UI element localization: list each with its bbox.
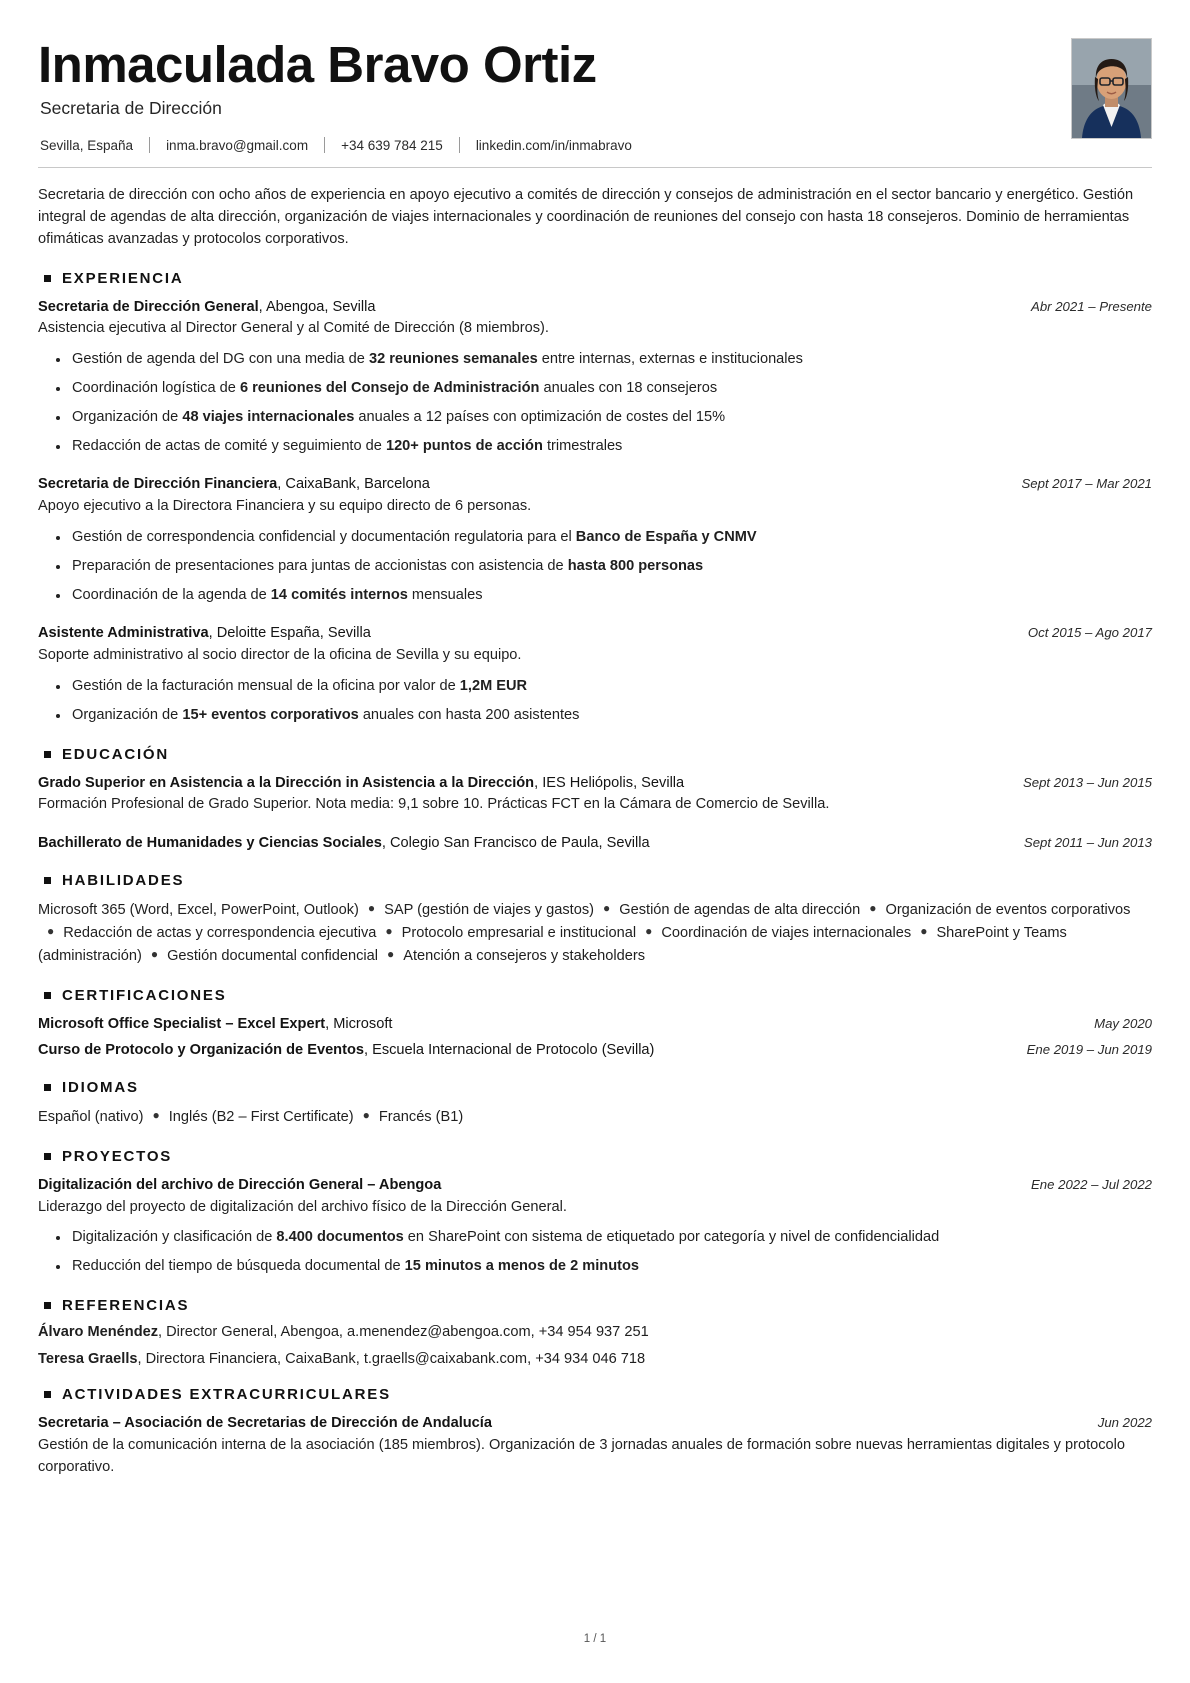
certification-org: , Microsoft bbox=[325, 1015, 393, 1032]
certification-entry bbox=[38, 1014, 1152, 1034]
entry-header bbox=[38, 623, 1152, 643]
section-heading-education bbox=[44, 746, 1152, 763]
bullet-item: Gestión de agenda del DG con una media de 32 reuniones semanales entre internas, externas e institucionales bbox=[72, 349, 1152, 371]
entry-header bbox=[38, 773, 1152, 793]
entry-header bbox=[38, 1175, 1152, 1195]
entry-title bbox=[38, 773, 684, 793]
square-bullet-icon bbox=[44, 877, 51, 884]
section-heading-label: PROYECTOS bbox=[62, 1148, 173, 1166]
inline-list-item: Protocolo empresarial e institucional bbox=[401, 925, 637, 942]
inline-list-item: Atención a consejeros y stakeholders bbox=[403, 947, 645, 964]
entry-title bbox=[38, 1175, 441, 1195]
education-org: , IES Heliópolis, Sevilla bbox=[534, 774, 685, 791]
entry-org: , Deloitte España, Sevilla bbox=[208, 625, 371, 642]
reference-name: Álvaro Menéndez bbox=[38, 1324, 159, 1341]
entry-header bbox=[38, 474, 1152, 494]
entry-title bbox=[38, 1413, 492, 1433]
project-name: Digitalización del archivo de Dirección General – Abengoa bbox=[38, 1177, 442, 1194]
section-references bbox=[38, 1297, 1152, 1367]
reference-entry bbox=[38, 1351, 1152, 1367]
section-heading-label: HABILIDADES bbox=[62, 872, 185, 890]
bullet-item: Digitalización y clasificación de 8.400 documentos en SharePoint con sistema de etiquetado por categoría y nivel de confidencialidad bbox=[72, 1227, 1152, 1249]
entry-subtitle: Asistencia ejecutiva al Director General y al Comité de Dirección (8 miembros). bbox=[38, 319, 549, 336]
inline-separator-icon: ● bbox=[385, 924, 393, 939]
entry-date: Sept 2011 – Jun 2013 bbox=[1023, 834, 1152, 850]
entry-header bbox=[38, 1413, 1152, 1433]
entry-role: Secretaria de Dirección Financiera bbox=[38, 476, 278, 493]
contact-location: Sevilla, España bbox=[40, 137, 134, 153]
inline-separator-icon: ● bbox=[645, 924, 653, 939]
contact-email[interactable]: inma.bravo@gmail.com bbox=[166, 137, 309, 153]
reference-name: Teresa Graells bbox=[38, 1351, 138, 1368]
entry-title bbox=[38, 1014, 392, 1034]
bullet-item: Preparación de presentaciones para juntas de accionistas con asistencia de hasta 800 personas bbox=[72, 556, 1152, 578]
contact-divider bbox=[149, 137, 150, 153]
bullet-item: Gestión de la facturación mensual de la oficina por valor de 1,2M EUR bbox=[72, 676, 1152, 698]
entry-role: Secretaria de Dirección General bbox=[38, 298, 259, 315]
education-entry bbox=[38, 833, 1152, 853]
bullet-item: Reducción del tiempo de búsqueda documental de 15 minutos a menos de 2 minutos bbox=[72, 1256, 1152, 1278]
inline-separator-icon: ● bbox=[920, 924, 928, 939]
entry-header bbox=[38, 1040, 1152, 1060]
certification-org: , Escuela Internacional de Protocolo (Sevilla) bbox=[364, 1041, 655, 1058]
entry-date: Ene 2019 – Jun 2019 bbox=[1026, 1041, 1152, 1057]
square-bullet-icon bbox=[44, 751, 51, 758]
inline-separator-icon: ● bbox=[152, 1108, 160, 1123]
inline-separator-icon: ● bbox=[603, 901, 611, 916]
entry-org: , Abengoa, Sevilla bbox=[258, 298, 376, 315]
inline-list-item: Microsoft 365 (Word, Excel, PowerPoint, Outlook) bbox=[38, 902, 359, 919]
entry-subtitle: Formación Profesional de Grado Superior. Nota media: 9,1 sobre 10. Prácticas FCT en la Cámara de Comercio de Sevilla. bbox=[38, 795, 830, 812]
entry-subtitle: Gestión de la comunicación interna de la asociación (185 miembros). Organización de 3 jornadas anuales de formación sobre nuevas herramientas digitales y protocolo corporativo. bbox=[38, 1436, 1126, 1475]
section-heading-label: EDUCACIÓN bbox=[62, 745, 170, 763]
entry-bullets bbox=[38, 676, 1152, 727]
professional-summary: Secretaria de dirección con ocho años de experiencia en apoyo ejecutivo a comités de dirección y consejos de administración en el sector bancario y energético. Gestión integral de agendas de alta dirección, organización de viajes internacionales y coordinación de reuniones del consejo con hasta 18 consejeros. Dominio de herramientas ofimáticas avanzadas y protocolos corporativos. bbox=[38, 187, 1134, 248]
square-bullet-icon bbox=[44, 1391, 51, 1398]
inline-list-item: Gestión documental confidencial bbox=[167, 947, 378, 964]
section-heading-extracurricular bbox=[44, 1386, 1152, 1403]
square-bullet-icon bbox=[44, 1084, 51, 1091]
entry-date: Ene 2022 – Jul 2022 bbox=[1031, 1177, 1152, 1193]
section-heading-certifications bbox=[44, 987, 1152, 1004]
inline-list-item: Inglés (B2 – First Certificate) bbox=[168, 1109, 354, 1126]
inline-list-item: Español (nativo) bbox=[38, 1109, 144, 1126]
section-certifications bbox=[38, 987, 1152, 1061]
inline-separator-icon: ● bbox=[150, 946, 159, 961]
experience-entry bbox=[38, 474, 1152, 606]
entry-role: Asistente Administrativa bbox=[38, 625, 209, 642]
entry-date: May 2020 bbox=[1094, 1015, 1152, 1031]
entry-org: , CaixaBank, Barcelona bbox=[277, 476, 430, 493]
candidate-headline: Secretaria de Dirección bbox=[40, 98, 222, 119]
entry-title bbox=[38, 833, 650, 853]
section-heading-label: IDIOMAS bbox=[62, 1079, 139, 1097]
bullet-item: Coordinación logística de 6 reuniones del Consejo de Administración anuales con 18 consejeros bbox=[72, 378, 1152, 400]
entry-bullets bbox=[38, 527, 1152, 607]
inline-list-item: SAP (gestión de viajes y gastos) bbox=[384, 902, 594, 919]
contact-phone[interactable]: +34 639 784 215 bbox=[341, 137, 443, 153]
header-text-block bbox=[38, 34, 1071, 153]
inline-list-item: Coordinación de viajes internacionales bbox=[661, 925, 912, 942]
resume-header bbox=[38, 34, 1152, 153]
square-bullet-icon bbox=[44, 1153, 51, 1160]
section-projects bbox=[38, 1148, 1152, 1278]
header-divider bbox=[38, 167, 1152, 168]
section-heading-experience bbox=[44, 270, 1152, 287]
profile-photo bbox=[1071, 38, 1152, 139]
entry-subtitle: Liderazgo del proyecto de digitalización del archivo físico de la Dirección General. bbox=[38, 1198, 567, 1215]
bullet-item: Organización de 15+ eventos corporativos anuales con hasta 200 asistentes bbox=[72, 705, 1152, 727]
section-heading-label: ACTIVIDADES EXTRACURRICULARES bbox=[62, 1386, 391, 1404]
inline-separator-icon: ● bbox=[362, 1108, 370, 1123]
section-languages bbox=[38, 1079, 1152, 1129]
entry-date: Abr 2021 – Presente bbox=[1031, 298, 1152, 314]
entry-title bbox=[38, 623, 371, 643]
entry-date: Oct 2015 – Ago 2017 bbox=[1027, 625, 1152, 641]
entry-title bbox=[38, 474, 430, 494]
education-entry bbox=[38, 773, 1152, 816]
bullet-item: Redacción de actas de comité y seguimiento de 120+ puntos de acción trimestrales bbox=[72, 436, 1152, 458]
square-bullet-icon bbox=[44, 275, 51, 282]
section-heading-skills bbox=[44, 872, 1152, 889]
education-degree: Grado Superior en Asistencia a la Dirección in Asistencia a la Dirección bbox=[38, 774, 535, 791]
contact-line bbox=[40, 137, 1071, 153]
entry-header bbox=[38, 833, 1152, 853]
entry-subtitle: Soporte administrativo al socio director de la oficina de Sevilla y su equipo. bbox=[38, 646, 522, 663]
reference-entry bbox=[38, 1324, 1152, 1340]
inline-list-item: Redacción de actas y correspondencia ejecutiva bbox=[63, 925, 377, 942]
bullet-item: Coordinación de la agenda de 14 comités internos mensuales bbox=[72, 585, 1152, 607]
education-degree: Bachillerato de Humanidades y Ciencias Sociales bbox=[38, 834, 382, 851]
entry-header bbox=[38, 297, 1152, 317]
certification-name: Curso de Protocolo y Organización de Eventos bbox=[38, 1041, 364, 1058]
section-education bbox=[38, 746, 1152, 854]
section-heading-references bbox=[44, 1297, 1152, 1314]
square-bullet-icon bbox=[44, 992, 51, 999]
inline-separator-icon: ● bbox=[47, 924, 55, 939]
languages-list bbox=[38, 1106, 1152, 1129]
inline-separator-icon: ● bbox=[367, 901, 376, 916]
activity-name: Secretaria – Asociación de Secretarias de Dirección de Andalucía bbox=[38, 1415, 492, 1432]
section-skills bbox=[38, 872, 1152, 967]
entry-date: Sept 2013 – Jun 2015 bbox=[1022, 774, 1152, 790]
page-footer: 1 / 1 bbox=[583, 1633, 607, 1645]
reference-detail: , Director General, Abengoa, a.menendez@abengoa.com, +34 954 937 251 bbox=[158, 1324, 649, 1341]
section-experience bbox=[38, 270, 1152, 727]
contact-divider bbox=[459, 137, 460, 153]
square-bullet-icon bbox=[44, 1302, 51, 1309]
inline-list-item: Organización de eventos corporativos bbox=[885, 902, 1131, 919]
entry-date: Jun 2022 bbox=[1097, 1415, 1152, 1431]
contact-divider bbox=[324, 137, 325, 153]
project-entry bbox=[38, 1175, 1152, 1278]
entry-bullets bbox=[38, 1227, 1152, 1278]
experience-entry bbox=[38, 297, 1152, 458]
bullet-item: Organización de 48 viajes internacionales anuales a 12 países con optimización de costes del 15% bbox=[72, 407, 1152, 429]
experience-entries bbox=[38, 297, 1152, 727]
experience-entry bbox=[38, 623, 1152, 726]
entry-title bbox=[38, 297, 375, 317]
section-heading-label: REFERENCIAS bbox=[62, 1297, 190, 1315]
reference-detail: , Directora Financiera, CaixaBank, t.graells@caixabank.com, +34 934 046 718 bbox=[137, 1351, 646, 1368]
education-org: , Colegio San Francisco de Paula, Sevilla bbox=[381, 834, 650, 851]
entry-date: Sept 2017 – Mar 2021 bbox=[1021, 476, 1152, 492]
entry-subtitle: Apoyo ejecutivo a la Directora Financiera y su equipo directo de 6 personas. bbox=[38, 497, 532, 514]
candidate-name: Inmaculada Bravo Ortiz bbox=[38, 36, 597, 93]
section-heading-languages bbox=[44, 1079, 1152, 1096]
certification-entry bbox=[38, 1040, 1152, 1060]
entry-header bbox=[38, 1014, 1152, 1034]
section-heading-label: CERTIFICACIONES bbox=[62, 986, 227, 1004]
extracurricular-entry bbox=[38, 1413, 1152, 1478]
contact-linkedin[interactable]: linkedin.com/in/inmabravo bbox=[475, 137, 632, 153]
entry-bullets bbox=[38, 349, 1152, 458]
certification-name: Microsoft Office Specialist – Excel Expert bbox=[38, 1015, 326, 1032]
section-extracurricular bbox=[38, 1386, 1152, 1478]
inline-list-item: SharePoint y Teams (administración) bbox=[38, 925, 1067, 964]
inline-list-item: Francés (B1) bbox=[378, 1109, 464, 1126]
section-heading-projects bbox=[44, 1148, 1152, 1165]
section-heading-label: EXPERIENCIA bbox=[62, 269, 184, 287]
entry-title bbox=[38, 1040, 654, 1060]
inline-list-item: Gestión de agendas de alta dirección bbox=[619, 902, 861, 919]
skills-list bbox=[38, 899, 1152, 967]
inline-separator-icon: ● bbox=[387, 946, 395, 961]
inline-separator-icon: ● bbox=[869, 901, 877, 916]
bullet-item: Gestión de correspondencia confidencial y documentación regulatoria para el Banco de España y CNMV bbox=[72, 527, 1152, 549]
